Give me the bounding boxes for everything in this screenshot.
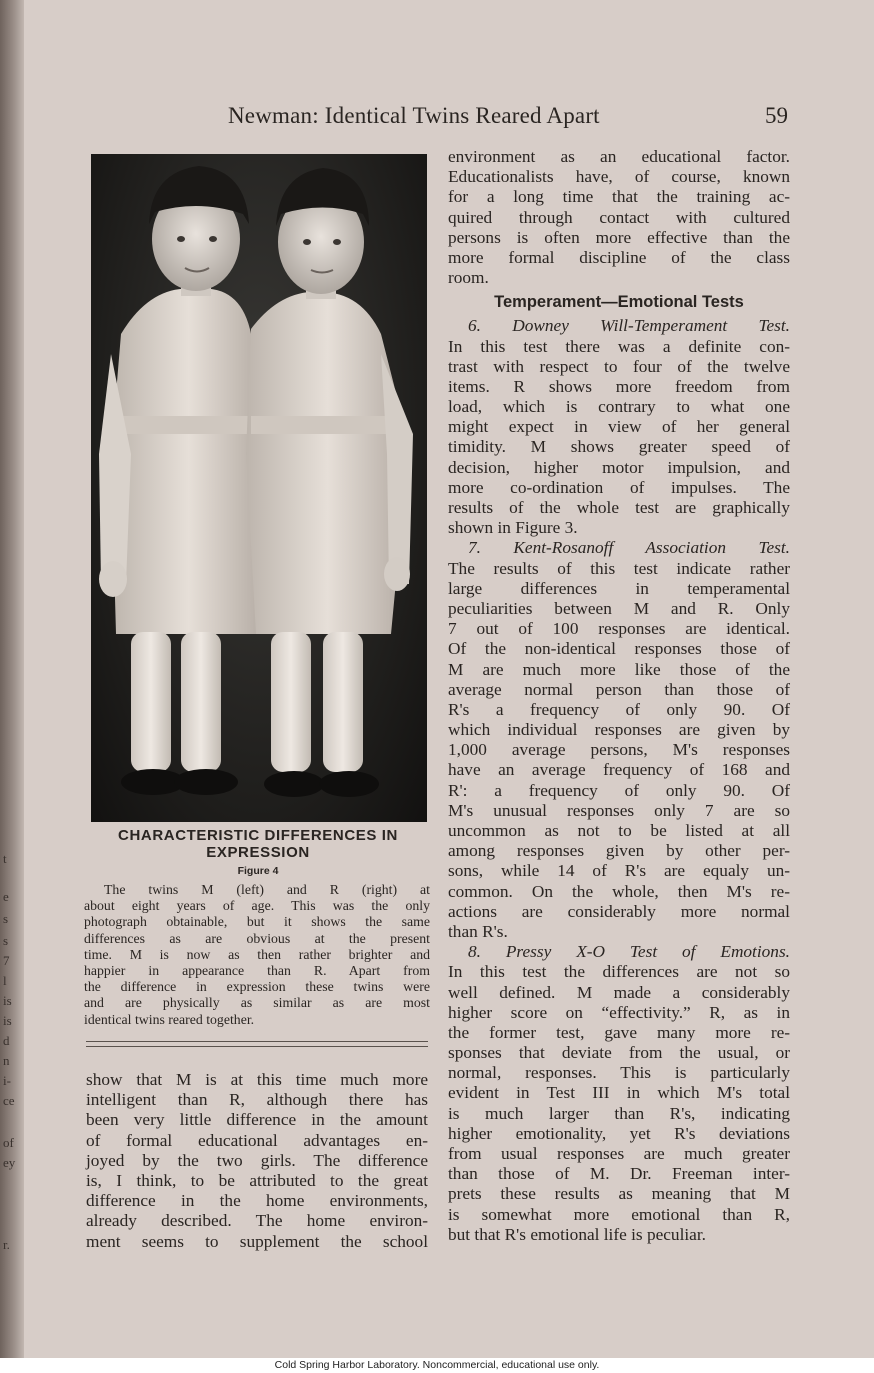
text-line: but that R's emotional life is peculiar. [448, 1224, 706, 1244]
text-line: joyed by the two girls. The difference [86, 1150, 428, 1170]
text-line: timidity. M shows greater speed of [448, 437, 790, 457]
text-line: room. [448, 268, 489, 288]
divider-rule [86, 1046, 428, 1047]
text-line: sons, while 14 of R's are equaly un- [448, 861, 790, 881]
text-line: quired through contact with cultured [448, 207, 790, 227]
text-line: normal, responses. This is particularly [448, 1063, 790, 1083]
archive-footer: Cold Spring Harbor Laboratory. Noncommercial, educational use only. [0, 1358, 874, 1373]
divider-rule [86, 1041, 428, 1042]
caption-line: happier in appearance than R. Apart from [84, 962, 430, 978]
text-line: In this test the differences are not so [448, 962, 790, 982]
left-twin-figure [99, 166, 266, 795]
caption-line: and are physically as similar as are most [84, 995, 430, 1011]
spine-fragment: r. [3, 1237, 10, 1252]
spine-fragment: of [3, 1135, 14, 1150]
text-line: environment as an educational factor. [448, 147, 790, 166]
spine-fragment: is [3, 1013, 12, 1028]
page-number: 59 [765, 103, 788, 128]
text-line: M's unusual responses only 7 are so [448, 800, 790, 820]
text-line: might expect in view of her general [448, 417, 790, 437]
text-line: Of the non-identical responses those of [448, 639, 790, 659]
text-line: load, which is contrary to what one [448, 397, 790, 417]
text-line: decision, higher motor impulsion, and [448, 457, 790, 477]
text-line: results of the whole test are graphically [448, 498, 790, 517]
text-line: well defined. M made a considerably [448, 982, 790, 1002]
text-line: is, I think, to be attributed to the great [86, 1170, 428, 1190]
figure-title [84, 827, 432, 861]
left-column-text [86, 1070, 428, 1252]
text-line: from usual responses are much greater [448, 1144, 790, 1163]
caption-line: time. M is now as then rather brighter and [84, 946, 430, 962]
twins-photograph [91, 154, 427, 822]
figure-label: Figure 4 [237, 865, 279, 877]
text-line: R': a frequency of only 90. Of [448, 780, 790, 800]
text-line: already described. The home environ- [86, 1211, 428, 1231]
text-line: for a long time that the training ac- [448, 187, 790, 207]
spine-fragment: is [3, 993, 12, 1008]
caption-line: The twins M (left) and R (right) at [104, 882, 430, 897]
text-line: common. On the whole, then M's re- [448, 881, 790, 901]
text-line: R's a frequency of only 90. Of [448, 699, 790, 719]
spine-fragment: t [3, 851, 7, 866]
running-head: Newman: Identical Twins Reared Apart [228, 103, 600, 128]
text-line: trast with respect to four of the twelve [448, 356, 790, 376]
text-line: more formal discipline of the class [448, 247, 790, 267]
book-spine-gutter [0, 0, 26, 1373]
spine-fragment: ce [3, 1093, 15, 1108]
spine-fragment: 7 [3, 953, 10, 968]
text-line: of formal educational advantages en- [86, 1130, 428, 1150]
text-line: shown in Figure 3. [448, 518, 578, 538]
text-line: than those of M. Dr. Freeman inter- [448, 1164, 790, 1184]
spine-fragment: n [3, 1053, 10, 1068]
text-line: 1,000 average persons, M's responses [448, 740, 790, 760]
caption-line: identical twins reared together. [84, 1011, 255, 1027]
text-line: M are much more like those of the [448, 659, 790, 679]
text-line: the former test, gave many more re- [448, 1022, 790, 1042]
text-line: been very little difference in the amount [86, 1110, 428, 1130]
text-line: which individual responses are given by [448, 720, 790, 740]
spine-fragment: s [3, 933, 9, 948]
text-line: Educationalists have, of course, known [448, 167, 790, 187]
text-line: among responses given by other per- [448, 841, 790, 861]
text-line: actions are considerably more normal [448, 901, 790, 921]
text-line: 7 out of 100 responses are identical. [448, 619, 790, 639]
spine-fragment: i- [3, 1073, 11, 1088]
text-line: The results of this test indicate rather [448, 558, 790, 578]
text-line: intelligent than R, although there has [86, 1090, 428, 1110]
spine-fragment: e [3, 889, 9, 904]
text-line: evident in Test III in which M's total [448, 1083, 790, 1103]
text-line: large differences in temperamental [448, 578, 790, 598]
figure-caption [84, 882, 430, 1028]
text-line: In this test there was a definite con- [448, 336, 790, 356]
caption-line: the difference in expression these twins were [84, 979, 430, 995]
spine-fragment: s [3, 911, 9, 926]
text-line: than R's. [448, 921, 508, 941]
text-line: have an average frequency of 168 and [448, 760, 790, 780]
text-line: persons is often more effective than the [448, 227, 790, 247]
text-line: more co-ordination of impulses. The [448, 477, 790, 497]
caption-line: photograph obtainable, but it shows the same [84, 914, 430, 930]
text-line: uncommon as not to be listed at all [448, 821, 790, 840]
text-line: peculiarities between M and R. Only [448, 598, 790, 618]
text-line: is somewhat more emotional than R, [448, 1204, 790, 1224]
right-column-text [448, 147, 790, 1245]
test-heading-line: 8. Pressy X-O Test of Emotions. [468, 942, 790, 962]
spine-fragment: d [3, 1033, 10, 1048]
text-line: show that M is at this time much more [86, 1070, 428, 1089]
spine-fragment: ey [3, 1155, 16, 1170]
text-line: higher emotionality, yet R's deviations [448, 1123, 790, 1143]
text-line: items. R shows more freedom from [448, 376, 790, 396]
text-line: ment seems to supplement the school [86, 1231, 428, 1251]
text-line: average normal person than those of [448, 679, 790, 699]
figure-title-line: CHARACTERISTIC DIFFERENCES IN [118, 827, 398, 844]
section-heading: Temperament—Emotional Tests [494, 293, 744, 312]
text-line: is much larger than R's, indicating [448, 1103, 790, 1123]
text-line: prets these results as meaning that M [448, 1184, 790, 1204]
caption-line: differences as are obvious at the present [84, 930, 430, 946]
test-heading-line: 6. Downey Will-Temperament Test. [468, 316, 790, 336]
spine-fragment: l [3, 973, 7, 988]
caption-line: about eight years of age. This was the only [84, 898, 430, 914]
right-twin-figure [246, 168, 413, 797]
test-heading-line: 7. Kent-Rosanoff Association Test. [468, 538, 790, 558]
text-line: higher score on “effectivity.” R, as in [448, 1002, 790, 1022]
figure-title-line: EXPRESSION [206, 844, 310, 861]
text-line: difference in the home environments, [86, 1191, 428, 1211]
text-line: sponses that deviate from the usual, or [448, 1043, 790, 1063]
twins-photograph-illustration [91, 154, 427, 822]
